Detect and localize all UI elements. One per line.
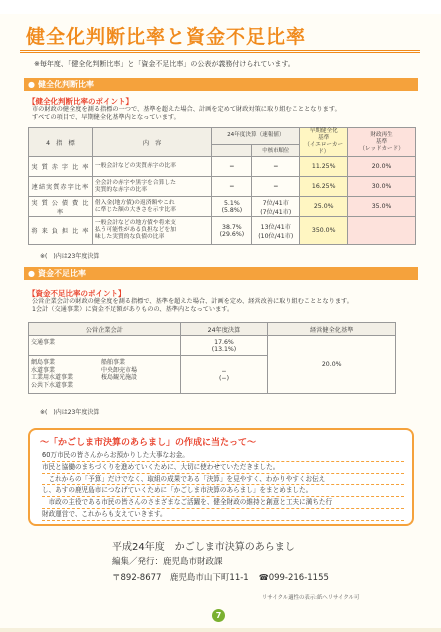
title-rule (20, 50, 420, 53)
phone-icon: ☎ (258, 573, 269, 582)
section-heading: 健全化判断比率 (37, 80, 94, 89)
row-desc: 全会計の赤字や黒字を合算した 実質的な赤字の比率 (92, 177, 212, 197)
page-title: 健全化判断比率と資金不足比率 (26, 26, 307, 48)
box-line: し、あすの鹿児島市につなげていくために「かごしま市決算のあらまし」をまとめました。 (42, 485, 404, 497)
box-line: これからの「予算」だけでなく、取組の成果である「決算」を見やすく、わかりやすくお伝え (42, 474, 404, 486)
box-line: 60万市民の皆さんからお預かりした大事なお金。 (42, 450, 404, 462)
row-rebuild: 30.0% (348, 177, 416, 197)
box-line: 市民と協働のまちづくりを進めていくために、大切に使わせていただきました。 (42, 462, 404, 474)
row-rebuild: 20.0% (348, 157, 416, 177)
bottom-strip (0, 628, 441, 632)
section-body (32, 106, 341, 122)
body-line: 1会計（交通事業）に資金不足額がありものの、基準内となっています。 (32, 306, 234, 313)
row-early: 16.25% (300, 177, 348, 197)
row-rank: − (252, 157, 300, 177)
top-strip (0, 0, 441, 14)
ratio-table (28, 127, 416, 245)
table-row (29, 197, 416, 217)
recycle-note: リサイクル適性の表示:紙へリサイクル可 (262, 595, 360, 601)
account-list: 網島事業 水道事業 工業用水道事業 公共下水道事業 船舶事業 中央卸売市場 桜島観光施設 (29, 356, 181, 394)
section-bar-shortfall (24, 267, 418, 280)
header-account: 公営企業会計 (29, 323, 181, 336)
table-note: ※( )内は23年度決算 (40, 409, 100, 416)
body-line: すべての項目で、早期健全化基準内となっています。 (32, 114, 180, 121)
point-title: 【健全化判断比率のポイント】 (28, 97, 133, 106)
header-indicator: 4 指 標 (29, 128, 93, 157)
footer-editor: 編集／発行：鹿児島市財政課 (112, 557, 223, 567)
row-desc: 借入金(地方債)の返済額やこれ に準じた額の大きさを示す比率 (92, 197, 212, 217)
page-number: 7 (212, 609, 225, 622)
footer-address: 〒892-8677 鹿児島市山下町11-1 (112, 573, 249, 583)
header-early-std: 早期健全化 基準 （イエローカード） (300, 128, 348, 157)
section-heading: 資金不足比率 (37, 269, 86, 278)
body-line: 公営企業会計の財政の健全度を測る指標で、基準を超えた場合、計画を定め、経営改善に取り組むこととなります。 (32, 298, 353, 305)
table-row (29, 157, 416, 177)
row-rebuild (348, 217, 416, 245)
header-result: 24年度決算 (180, 323, 268, 336)
message-box (28, 428, 414, 526)
row-desc: 一般会計などの実質赤字の比率 (92, 157, 212, 177)
header-result: 24年度決算（速報値） (212, 128, 300, 145)
section-body (32, 298, 353, 314)
footer-tel: 099-216-1155 (268, 573, 329, 583)
row-rebuild: 35.0% (348, 197, 416, 217)
table-row (29, 177, 416, 197)
bullet-icon: ● (28, 269, 35, 278)
header-rebuild-std: 財政再生 基準 （レッドカード） (348, 128, 416, 157)
box-line: 財政運営で、これからも支えていきます。 (42, 509, 404, 521)
body-line: 市の財政の健全度を測る指標の一つで、基準を超えた場合、計画を定めて財政対策に取り組むこととなります。 (32, 106, 341, 113)
shortfall-table (28, 322, 396, 394)
intro-text: ※毎年度、「健全化判断比率」と「資金不足比率」の公表が義務付けられています。 (34, 60, 295, 68)
box-body (42, 450, 404, 521)
row-rank: 13位/41市 (10位/41市) (252, 217, 300, 245)
footer-title: 平成24年度 かごしま市決算のあらまし (112, 542, 295, 553)
row-label: 連結実質赤字比率 (29, 177, 93, 197)
row-label: 実 質 赤 字 比 率 (29, 157, 93, 177)
header-std: 経営健全化基準 (268, 323, 396, 336)
header-value (212, 144, 252, 156)
header-core-city: 中核市順位 (252, 144, 300, 156)
row-value: 38.7% (29.6%) (212, 217, 252, 245)
row-value: − (212, 157, 252, 177)
row-desc: 一般会計などの地方債や将来支 払う可能性がある負担などを加 味した実質的な負債の比率 (92, 217, 212, 245)
std-value: 20.0% (268, 336, 396, 394)
row-early: 350.0% (300, 217, 348, 245)
table-note: ※( )内は23年度決算 (40, 253, 100, 260)
account-value: − (−) (180, 356, 268, 394)
account-name: 交通事業 (29, 336, 181, 356)
bullet-icon: ● (28, 80, 35, 89)
row-label: 将 来 負 担 比 率 (29, 217, 93, 245)
row-label: 実 質 公 債 費 比 率 (29, 197, 93, 217)
row-rank: − (252, 177, 300, 197)
row-value: − (212, 177, 252, 197)
row-rank: 7位/41市 (7位/41市) (252, 197, 300, 217)
box-line: 市政の主役である市民の皆さんのさまざまなご活躍を、健全財政の維持と創意と工夫に満ちた行 (42, 497, 404, 509)
box-title: ～「かごしま市決算のあらまし」の作成に当たって～ (40, 438, 257, 448)
table-row (29, 217, 416, 245)
row-value: 5.1% (5.8%) (212, 197, 252, 217)
row-early: 25.0% (300, 197, 348, 217)
footer-contact (112, 571, 329, 583)
section-bar-ratio (24, 78, 418, 91)
account-value: 17.6% (13.1%) (180, 336, 268, 356)
point-title: 【資金不足比率のポイント】 (28, 289, 126, 298)
table-row (29, 336, 396, 356)
header-content: 内 容 (92, 128, 212, 157)
row-early: 11.25% (300, 157, 348, 177)
